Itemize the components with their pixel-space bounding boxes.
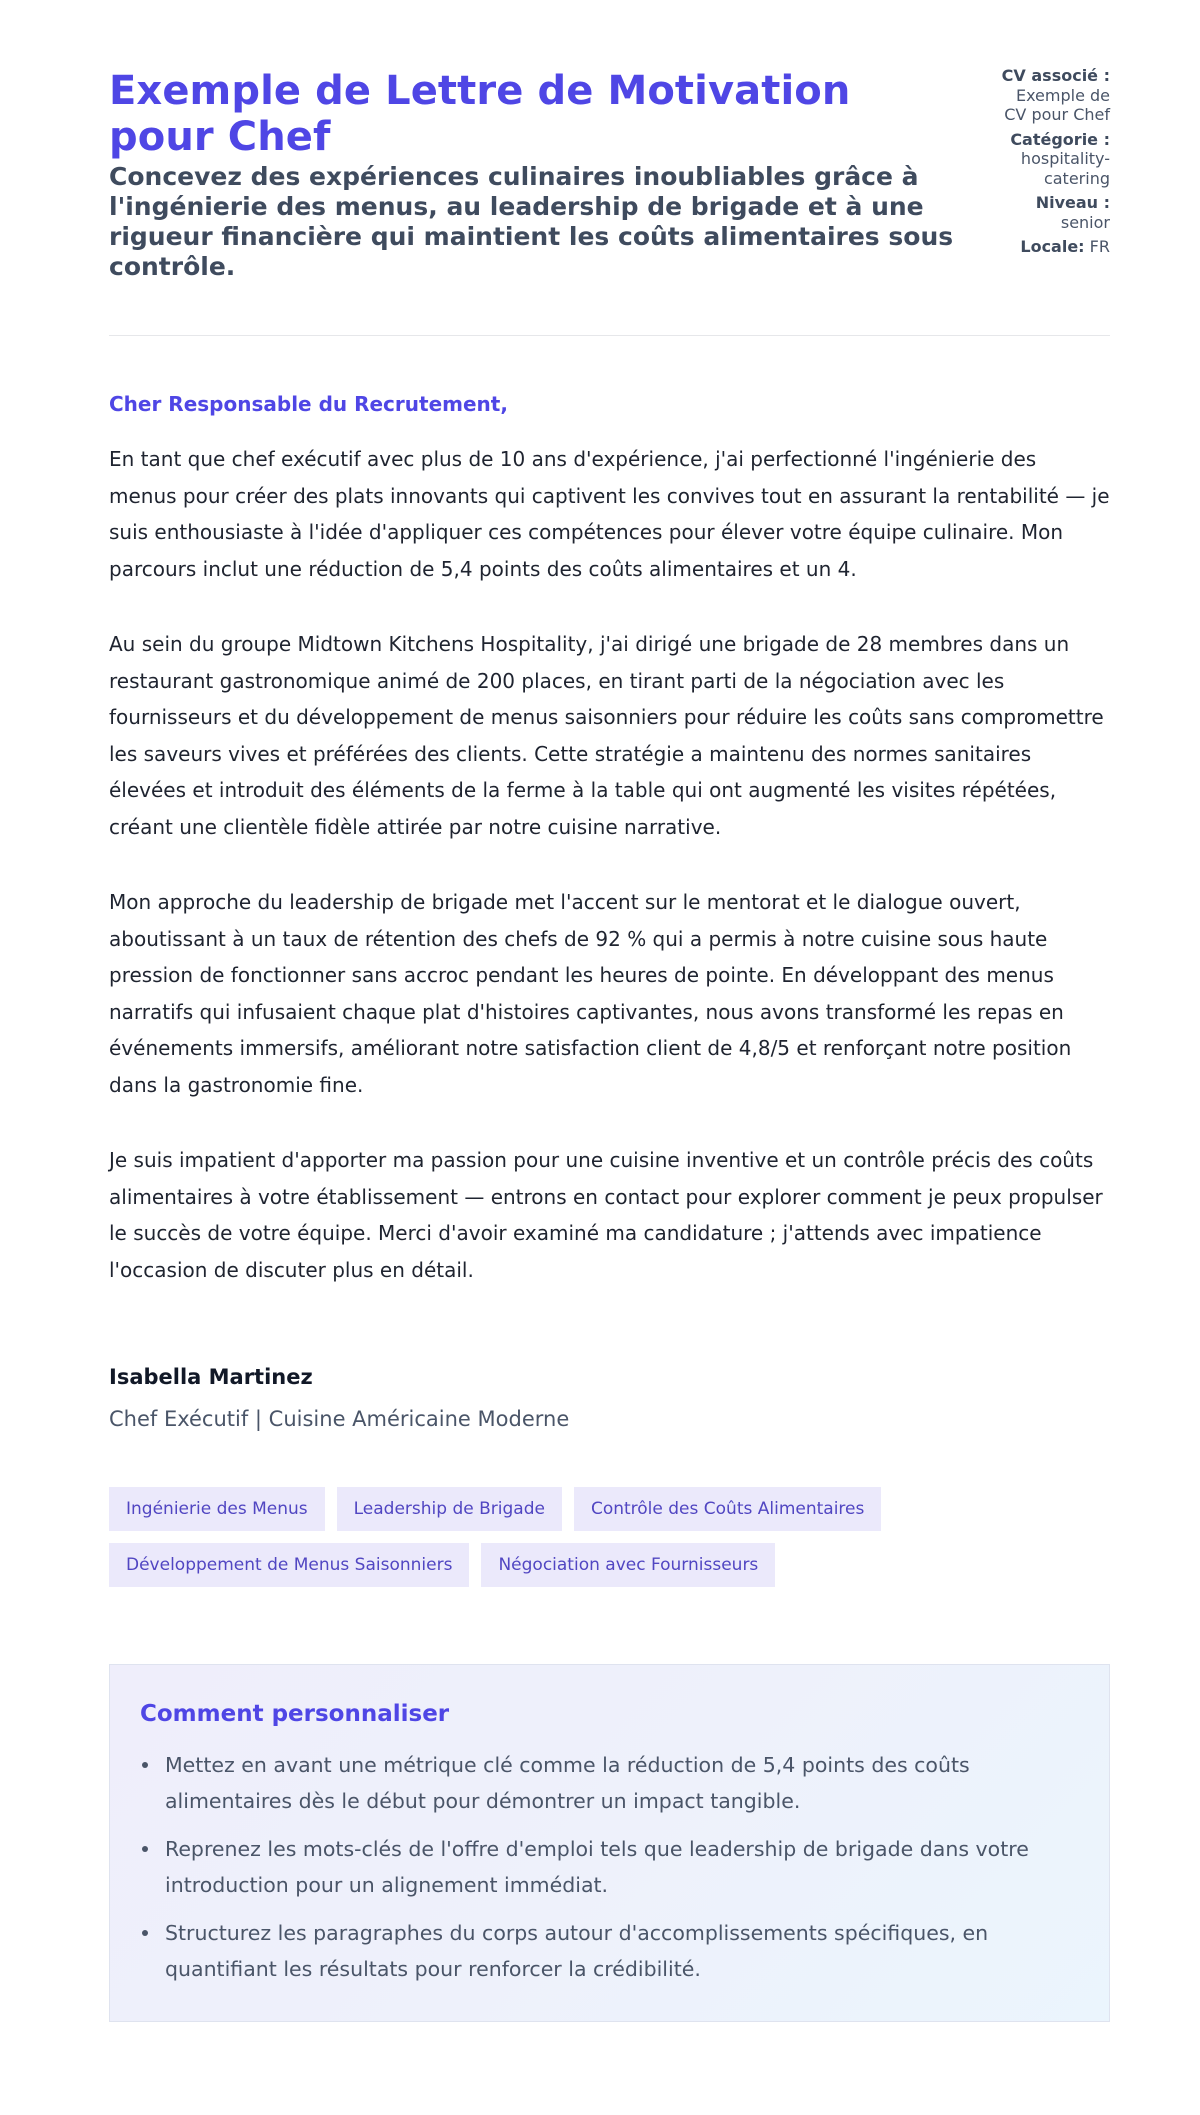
- tips-title: Comment personnaliser: [140, 1701, 450, 1727]
- tips-item-text: Reprenez les mots-clés de l'offre d'emploi tels que leadership de brigade dans votre introduction pour un alignement immédiat.: [165, 1837, 1029, 1897]
- meta-category: [1000, 130, 1110, 189]
- page-subtitle: Concevez des expériences culinaires inoubliables grâce à l'ingénierie des menus, au leadership de brigade et à une rigueur financière qui maintient les coûts alimentaires sous contrôle.: [109, 162, 954, 281]
- meta-level-label: Niveau :: [1035, 193, 1110, 212]
- letter-paragraph: En tant que chef exécutif avec plus de 10 ans d'expérience, j'ai perfectionné l'ingénierie des menus pour créer des plats innovants qui captivent les convives tout en assurant la rentabilité — je suis enthousiaste à l'idée d'appliquer ces compétences pour élever votre équipe culinaire. Mon parcours inclut une réduction de 5,4 points des coûts alimentaires et un 4.: [109, 447, 1110, 581]
- skill-tag: Développement de Menus Saisonniers: [109, 1543, 469, 1587]
- tips-item-text: Mettez en avant une métrique clé comme la réduction de 5,4 points des coûts alimentaires dès le début pour démontrer un impact tangible.: [165, 1753, 970, 1813]
- letter-paragraph: Mon approche du leadership de brigade met l'accent sur le mentorat et le dialogue ouvert, aboutissant à un taux de rétention des chefs de 92 % qui a permis à notre cuisine sous haute pression de fonctionner sans accroc pendant les heures de pointe. En développant des menus narratifs qui infusaient chaque plat d'histoires captivantes, nous avons transformé les repas en événements immersifs, améliorant notre satisfaction client de 4,8/5 et renforçant notre position dans la gastronomie fine.: [109, 890, 1072, 1097]
- letter-paragraph: Je suis impatient d'apporter ma passion pour une cuisine inventive et un contrôle précis des coûts alimentaires à votre établissement — entrons en contact pour explorer comment je peux propulser le succès de votre équipe. Merci d'avoir examiné ma candidature ; j'attends avec impatience l'occasion de discuter plus en détail.: [109, 1148, 1103, 1282]
- bullet-icon: [142, 1846, 148, 1852]
- meta-related-cv-label: CV associé :: [1001, 66, 1110, 85]
- customization-tips: [109, 1664, 1110, 2022]
- signature-name: Isabella Martinez: [109, 1365, 313, 1389]
- meta-locale-value: FR: [1089, 237, 1110, 256]
- skill-tag: Ingénierie des Menus: [109, 1487, 325, 1531]
- skill-tag: Contrôle des Coûts Alimentaires: [574, 1487, 881, 1531]
- meta-locale-label: Locale:: [1020, 237, 1085, 256]
- cover-letter-page: [109, 0, 1110, 2022]
- tips-item: [140, 1747, 1079, 1819]
- meta-category-label: Catégorie :: [1010, 129, 1110, 149]
- skill-tag: Leadership de Brigade: [337, 1487, 562, 1531]
- signature: [109, 1363, 1110, 1433]
- meta-related-cv-value[interactable]: Exemple de CV pour Chef: [1004, 85, 1110, 124]
- meta-category-value: hospitality-catering: [1020, 149, 1110, 188]
- bullet-icon: [142, 1930, 148, 1936]
- metadata-panel: [1000, 66, 1110, 262]
- signature-title: Chef Exécutif | Cuisine Américaine Moderne: [109, 1407, 570, 1431]
- meta-level-value: senior: [1060, 212, 1110, 232]
- letter-body: [109, 441, 1110, 1288]
- tips-item: [140, 1831, 1079, 1903]
- meta-level: [1000, 193, 1110, 232]
- tips-list: [140, 1747, 1079, 1987]
- letter-paragraph: Au sein du groupe Midtown Kitchens Hospitality, j'ai dirigé une brigade de 28 membres dans un restaurant gastronomique animé de 200 places, en tirant parti de la négociation avec les fournisseurs et du développement de menus saisonniers pour réduire les coûts sans compromettre les saveurs vives et préférées des clients. Cette stratégie a maintenu des normes sanitaires élevées et introduit des éléments de la ferme à la table qui ont augmenté les visites répétées, créant une clientèle fidèle attirée par notre cuisine narrative.: [109, 632, 1104, 839]
- bullet-icon: [142, 1762, 148, 1768]
- page-title: Exemple de Lettre de Motivation pour Chef: [109, 68, 851, 160]
- header-main: [109, 68, 969, 282]
- tips-item-text: Structurez les paragraphes du corps autour d'accomplissements spécifiques, en quantifiant les résultats pour renforcer la crédibilité.: [165, 1921, 989, 1981]
- page-header: [109, 0, 1110, 336]
- salutation: Cher Responsable du Recrutement,: [109, 392, 508, 416]
- skill-tag: Négociation avec Fournisseurs: [481, 1543, 775, 1587]
- tips-item: [140, 1915, 1079, 1987]
- meta-locale: [1000, 237, 1110, 257]
- letter: [109, 391, 1110, 1433]
- skill-tags: [109, 1487, 1110, 1587]
- meta-related-cv: [1000, 66, 1110, 125]
